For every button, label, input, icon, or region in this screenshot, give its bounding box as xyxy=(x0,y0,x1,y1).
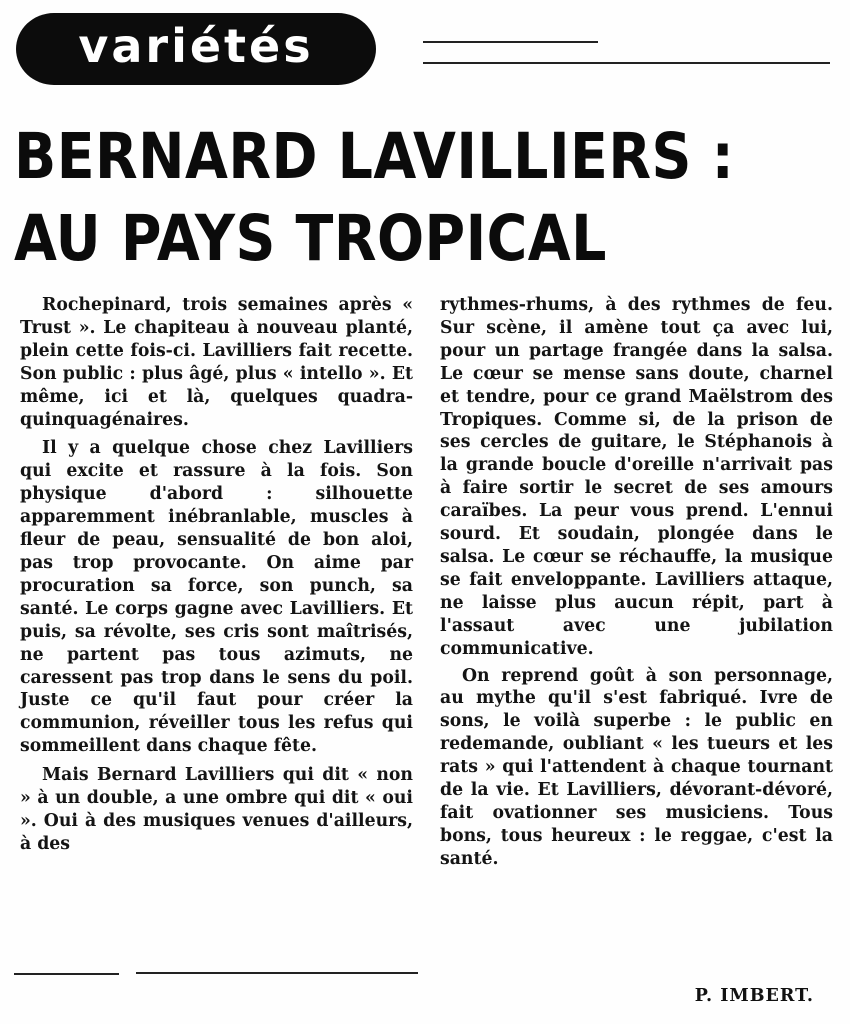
header-rule-long xyxy=(423,62,830,64)
section-rubric-label: variétés xyxy=(78,19,314,73)
paragraph: Il y a quelque chose chez Lavilliers qui excite et rassure à la fois. Son physique d'abord : silhouette apparemment inébranlable, muscles à fleur de peau, sensualité de bon aloi, pas trop provocante. On aime par procuration sa force, son punch, sa santé. Le corps gagne avec Lavilliers. Et puis, sa révolte, ses cris sont maîtrisés, ne partent pas tous azimuts, ne caressent pas trop dans le sens du poil. Juste ce qu'il faut pour créer la communion, réveiller tous les refus qui sommeillent dans chaque fête. xyxy=(20,438,413,757)
paragraph: Rochepinard, trois semaines après « Trust ». Le chapiteau à nouveau planté, plein cette fois-ci. Lavilliers fait recette. Son public : plus âgé, plus « intello ». Et même, ici et là, quelques quadra-quinquagénaires. xyxy=(20,295,413,430)
footer-rule-long xyxy=(136,972,418,974)
paragraph: On reprend goût à son personnage, au mythe qu'il s'est fabriqué. Ivre de sons, le voilà superbe : le public en redemande, oubliant « les tueurs et les rats » qui l'attendent à chaque tournant de la vie. Et Lavilliers, dévorant-dévoré, fait ovationner ses musiciens. Tous bons, tous heureux : le reggae, c'est la santé. xyxy=(440,665,833,869)
headline-line-2: AU PAYS TROPICAL xyxy=(14,202,607,275)
author-signature: P. IMBERT. xyxy=(694,986,814,1006)
footer-rule-short xyxy=(14,973,119,975)
headline-line-1: BERNARD LAVILLIERS : xyxy=(14,120,735,193)
article-headline xyxy=(14,116,744,280)
header-rule-short xyxy=(423,41,598,43)
section-rubric-banner xyxy=(16,13,376,85)
paragraph: rythmes-rhums, à des rythmes de feu. Sur scène, il amène tout ça avec lui, pour un partage frangée dans la salsa. Le cœur se mense sans doute, charnel et tendre, pour ce grand Maëlstrom des Tropiques. Comme si, de la prison de ses cercles de guitare, le Stéphanois à la grande boucle d'oreille n'arrivait pas à faire sortir le secret de ses amours caraïbes. La peur vous prend. L'ennui sourd. Et soudain, plongée dans le salsa. Le cœur se réchauffe, la musique se fait enveloppante. Lavilliers attaque, ne laisse plus aucun répit, part à l'assaut avec une jubilation communicative. xyxy=(440,295,833,659)
article-column-left xyxy=(20,294,413,856)
article-column-right xyxy=(440,294,833,871)
paragraph: Mais Bernard Lavilliers qui dit « non » à un double, a une ombre qui dit « oui ». Oui à des musiques venues d'ailleurs, à des xyxy=(20,765,413,854)
